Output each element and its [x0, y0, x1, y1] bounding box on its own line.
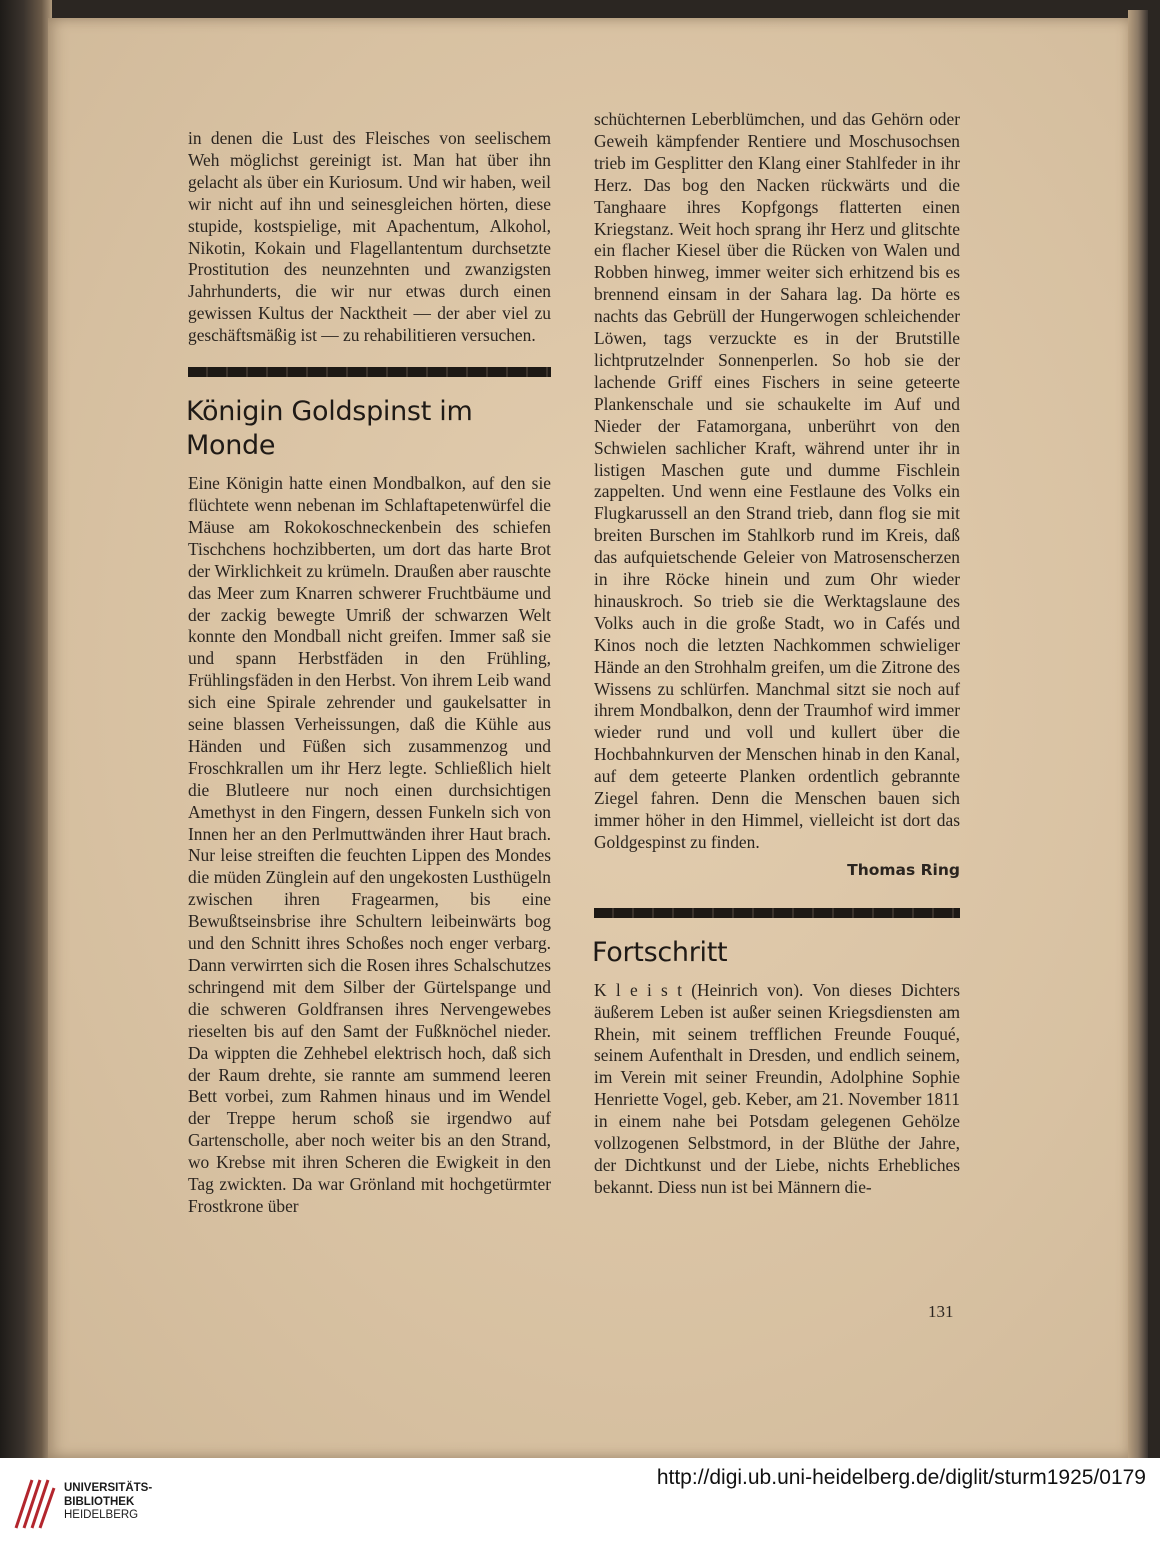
article-heading: Königin Goldspinst im Monde	[186, 396, 473, 462]
left-column	[188, 128, 551, 1218]
footer-bar	[0, 1458, 1160, 1558]
book-binding-edge	[0, 0, 52, 1460]
story-continued-paragraph: schüchternen Leberblümchen, und das Gehörn oder Geweih kämpfender Rentiere und Moschusochsen trieb im Gesplitter den Klang einer Stahlfeder in ihr Herz. Das bog den Nacken rückwärts und die Tanghaare ihres Kopfgongs flatterten einen Kriegstanz. Weit hoch sprang ihr Herz und glitschte ein flacher Kiesel über die Rücken von Walen und Robben hinweg, immer weiter sich erhitzend bis es brennend einsam in der Sahara lag. Da hörte es nachts das Gebrüll der Hungerwogen schleichender Löwen, tags verzuckte es in der Brutstille lichtprutzelnder Sonnenperlen. So hob sie der lachende Griff eines Fischers in seine geteerte Plankenschale und sie schaukelte im Auf und Nieder der Fatamorgana, unberührt von den Schwielen sachlicher Kraft, während unter ihr in listigen Maschen gute und dumme Fischlein zappelten. Und wenn eine Festlaune des Volks ein Flugkarussell an den Strand trieb, dann flog sie mit breiten Burschen im Stahlkorb rund im Kreis, daß das aufquietschende Geleier von Matrosenscherzen in ihre Röcke hinein und zum Ohr wieder hinauskroch. So trieb sie die Werktagslaune des Volks auch in die große Stadt, wo in Cafés und Kinos noch die letzten Nachkommen schwieliger Hände an den Strohhalm greifen, um die Zitrone des Wissens zu schlürfen. Manchmal sitzt sie noch auf ihrem Mondbalkon, denn der Traumhof wird immer wieder rund und voll und kullert über die Hochbahnkurven der Menschen hinab in den Kanal, auf dem geteerte Planken ordentlich gebrannte Ziegel fahren. Denn die Menschen bauen sich immer höher in den Himmel, vielleicht ist dort das Goldgespinst zu finden.	[594, 109, 960, 852]
fortschritt-paragraph	[594, 980, 960, 1199]
intro-paragraph: in denen die Lust des Fleisches von seelischem Weh möglichst gereinigt ist. Man hat über ihn gelacht als über ein Kuriosum. Und wir haben, weil wir nicht auf ihn und seinesgleichen hörten, diese stupide, kostspielige, mit Apachentum, Alkohol, Nikotin, Kokain und Flagellantentum durchsetzte Prostitution des neunzehnten und zwanzigsten Jahrhunderts, die wir nur etwas durch einen gewissen Kultus der Nacktheit — der aber viel zu geschäftsmäßig ist — zu rehabilitieren versuchen.	[188, 128, 551, 346]
author-signature: Thomas Ring	[847, 860, 960, 879]
spaced-lead-name: K l e i s t	[594, 979, 682, 1000]
section-divider	[594, 908, 960, 918]
article-heading: Fortschritt	[592, 936, 728, 968]
source-url-link[interactable]: http://digi.ub.uni-heidelberg.de/diglit/sturm1925/0179	[656, 1466, 1146, 1489]
page-number: 131	[928, 1302, 954, 1321]
library-name-line: BIBLIOTHEK	[64, 1495, 135, 1508]
section-divider	[188, 367, 551, 377]
library-name	[64, 1482, 152, 1523]
library-logo-icon	[12, 1474, 56, 1532]
story-paragraph: Eine Königin hatte einen Mondbalkon, auf den sie flüchtete wenn nebenan im Schlaftapetenwürfel die Mäuse am Rokokoschneckenbein des schiefen Tischchens hochzibberten, um dort das harte Brot der Wirklichkeit zu krümeln. Draußen aber rauschte das Meer zum Knarren schwerer Fruchtbäume und der zackig bewegte Umriß der schwarzen Welt konnte den Mondball nicht greifen. Immer saß sie und spann Herbstfäden in den Frühling, Frühlingsfäden in den Herbst. Von ihrem Leib wand sich eine Spirale zehrender und gaukelsatter in seine blassen Verheissungen, daß die Kühle aus Händen und Füßen sich zusammenzog und Froschkrallen um ihr Herz legte. Schließlich hielt die Blutleere nur noch einen durchsichtigen Amethyst in den Fingern, dessen Funkeln sich von Innen her an den Perlmuttwänden ihrer Haut brach. Nur leise streiften die feuchten Lippen des Mondes die müden Zünglein auf den ungekosten Lusthügeln zwischen ihren Fragearmen, bis eine Bewußtseinsbrise ihre Schultern leibeinwärts bog und den Schnitt ihres Schoßes noch enger verbarg. Dann verwirrten sich die Rosen ihres Schalschutzes schringend mit dem Silber der Gürtelspange und die schweren Goldfransen ihres Nervengewebes rieselten bis auf den Samt der Fußknöchel nieder. Da wippten die Zehhebel elektrisch hoch, daß sich der Raum drehte, sie rannte am summend leeren Bett vorbei, zum Rahmen hinaus und im Wendel der Treppe herum schoß sie irgendwo auf Gartenscholle, aber noch weiter bis an den Strand, wo Krebse mit ihren Scheren die Ewigkeit in den Tag zwickten. Da war Grönland mit hochgetürmter Frostkrone über	[188, 473, 551, 1216]
right-column	[594, 109, 960, 1199]
page-stack-edge	[1128, 10, 1148, 1460]
library-name-line: UNIVERSITÄTS-	[64, 1482, 153, 1494]
fortschritt-text: (Heinrich von). Von dieses Dichters äußerem Leben ist außer seinen Kriegsdiensten am Rhein, mit seinem trefflichen Freunde Fouqué, seinem Aufenthalt in Dresden, und endlich seinem, im Verein mit seiner Freundin, Adolphine Sophie Henriette Vogel, geb. Keber, am 21. November 1811 in einem nahe bei Potsdam gelegenen Gehölze vollzogenen Selbstmord, in der Blüthe der Jahre, der Dichtkunst und der Liebe, nichts Erhebliches bekannt. Diess nun ist bei Männern die-	[594, 979, 960, 1197]
library-name-line: HEIDELBERG	[64, 1509, 139, 1521]
